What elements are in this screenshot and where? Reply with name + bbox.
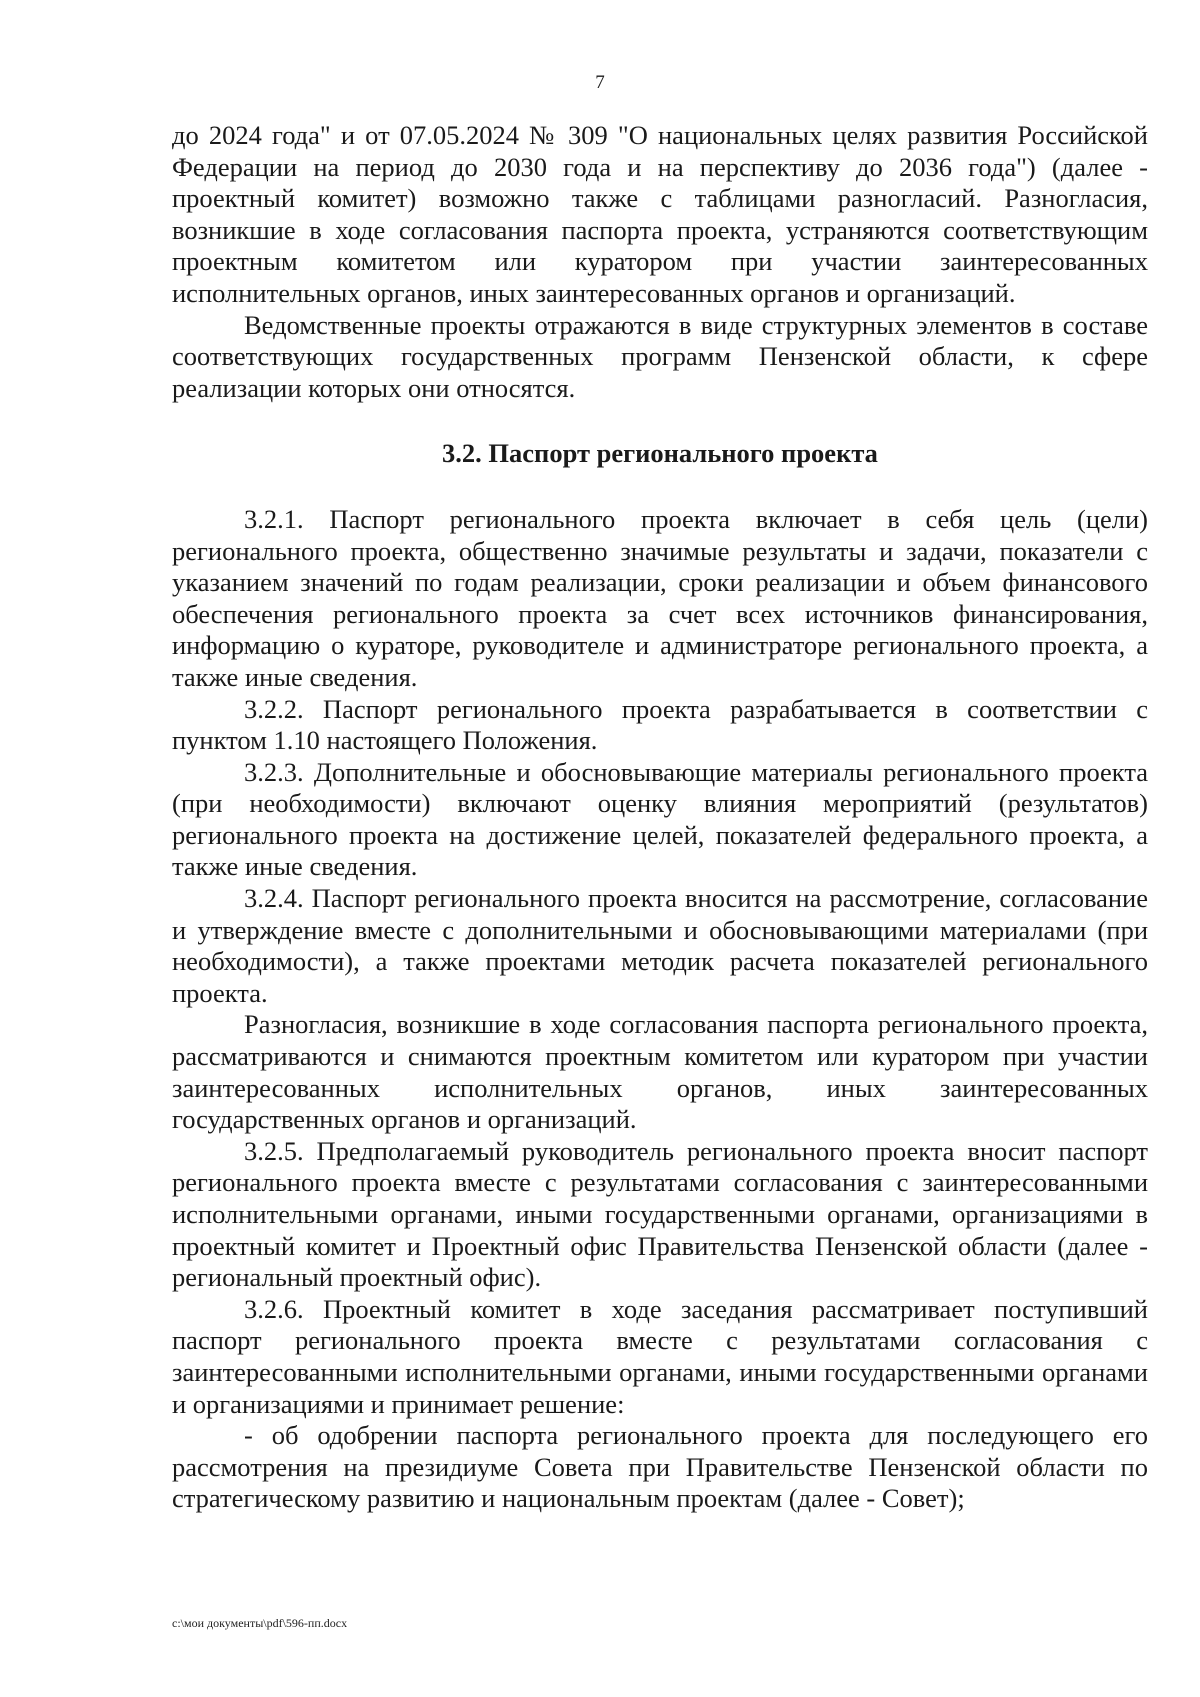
paragraph-3-2-2: 3.2.2. Паспорт регионального проекта разрабатывается в соответствии с пунктом 1.10 настоящего Положения. <box>172 693 1148 756</box>
paragraph: до 2024 года" и от 07.05.2024 № 309 "О национальных целях развития Российской Федерации на период до 2030 года и на перспективу до 2036 года") (далее - проектный комитет) возможно также с таблицами разногласий. Разногласия, возникшие в ходе согласования паспорта проекта, устраняются соответствующим проектным комитетом или куратором при участии заинтересованных исполнительных органов, иных заинтересованных органов и организаций. <box>172 120 1148 308</box>
footer-file-path: c:\мои документы\pdf\596-пп.docx <box>172 1616 348 1630</box>
paragraph-disagreements: Разногласия, возникшие в ходе согласования паспорта регионального проекта, рассматриваются и снимаются проектным комитетом или куратором при участии заинтересованных исполнительных органов, иных заинтересованных государственных органов и организаций. <box>172 1009 1148 1135</box>
paragraph-3-2-3: 3.2.3. Дополнительные и обосновывающие материалы регионального проекта (при необходимости) включают оценку влияния мероприятий (результатов) регионального проекта на достижение целей, показателей федерального проекта, а также иные сведения. <box>172 756 1148 882</box>
paragraph-3-2-4: 3.2.4. Паспорт регионального проекта вносится на рассмотрение, согласование и утверждение вместе с дополнительными и обосновывающими материалами (при необходимости), а также проектами методик расчета показателей регионального проекта. <box>172 883 1148 1008</box>
document-body <box>172 120 1148 1515</box>
page-number: 7 <box>595 72 605 93</box>
paragraph-3-2-1: 3.2.1. Паспорт регионального проекта включает в себя цель (цели) регионального проекта, общественно значимые результаты и задачи, показатели с указанием значений по годам реализации, сроки реализации и объем финансового обеспечения регионального проекта за счет всех источников финансирования, информацию о кураторе, руководителе и администраторе регионального проекта, а также иные сведения. <box>172 503 1148 692</box>
paragraph-3-2-5: 3.2.5. Предполагаемый руководитель регионального проекта вносит паспорт регионального проекта вместе с результатами согласования с заинтересованными исполнительными органами, иными государственными органами, организациями в проектный комитет и Проектный офис Правительства Пензенской области (далее - региональный проектный офис). <box>172 1135 1148 1293</box>
list-item-approval: - об одобрении паспорта регионального проекта для последующего его рассмотрения на президиуме Совета при Правительстве Пензенской области по стратегическому развитию и национальным проектам (далее - Совет); <box>172 1420 1148 1514</box>
paragraph-3-2-6: 3.2.6. Проектный комитет в ходе заседания рассматривает поступивший паспорт регионального проекта вместе с результатами согласования с заинтересованными исполнительными органами, иными государственными органами и организациями и принимает решение: <box>172 1293 1148 1419</box>
section-heading: 3.2. Паспорт регионального проекта <box>442 438 878 469</box>
paragraph: Ведомственные проекты отражаются в виде структурных элементов в составе соответствующих государственных программ Пензенской области, к сфере реализации которых они относятся. <box>172 309 1148 403</box>
